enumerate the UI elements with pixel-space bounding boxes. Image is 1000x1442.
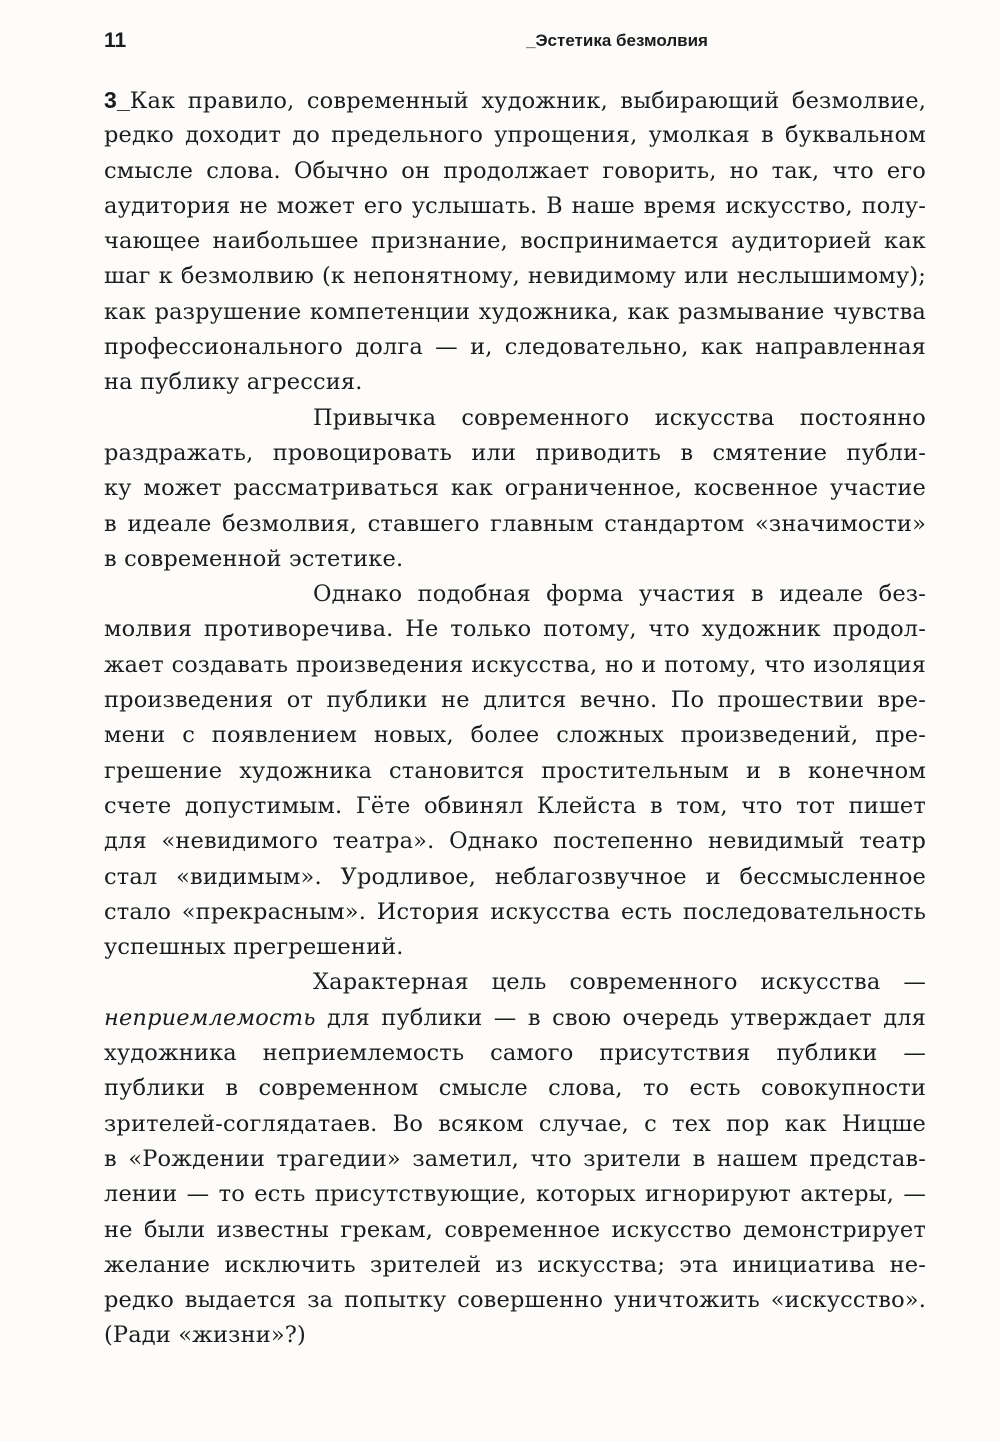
text-line: как разрушение компетенции художника, как размывание чувства — [104, 298, 926, 325]
text-line: произведения от публики не длится вечно. По прошествии вре- — [104, 687, 926, 714]
text-line: Однако подобная форма участия в идеале без- — [313, 581, 926, 608]
text-line: счете допустимым. Гёте обвинял Клейста в том, что тот пишет — [104, 792, 926, 819]
text-line: в «Рождении трагедии» заметил, что зрители в нашем представ- — [104, 1145, 926, 1172]
text-line: на публику агрессия. — [104, 369, 363, 396]
body-text — [104, 83, 926, 1354]
text-line: раздражать, провоцировать или приводить в смятение публи- — [104, 439, 926, 466]
text-line: аудитория не может его услышать. В наше время искусство, полу- — [104, 192, 926, 219]
text-line: стало «прекрасным». История искусства есть последовательность — [104, 898, 926, 925]
emphasis-text: неприемлемость — [104, 1004, 316, 1031]
text-line: в современной эстетике. — [104, 545, 404, 572]
text-line: не были известны грекам, современное искусство демонстрирует — [104, 1216, 926, 1243]
text-line: чающее наибольшее признание, воспринимается аудиторией как — [104, 228, 926, 255]
paragraph-4 — [104, 965, 926, 1353]
text-line: шаг к безмолвию (к непонятному, невидимому или неслышимому); — [104, 263, 926, 290]
text-line: редко выдается за попытку совершенно уничтожить «искусство». — [104, 1287, 926, 1314]
text-line: 3_Как правило, современный художник, выбирающий безмолвие, — [104, 87, 926, 114]
text-line: стал «видимым». Уродливое, неблагозвучное и бессмысленное — [104, 863, 926, 890]
text-line: желание исключить зрителей из искусства; эта инициатива не- — [104, 1251, 926, 1278]
text-line: мени с появлением новых, более сложных произведений, пре- — [104, 722, 926, 749]
text-line: (Ради «жизни»?) — [104, 1322, 306, 1349]
paragraph-1 — [104, 83, 926, 401]
text-line: неприемлемость для публики — в свою очередь утверждает для — [104, 1004, 926, 1031]
text-line: Характерная цель современного искусства — — [313, 969, 926, 996]
text-line: Привычка современного искусства постоянно — [313, 404, 926, 431]
text-line: ку может рассматриваться как ограниченное, косвенное участие — [104, 475, 926, 502]
text-line: грешение художника становится простительным и в конечном — [104, 757, 926, 784]
text-line: профессионального долга — и, следовательно, как направленная — [104, 334, 926, 361]
section-number: 3_ — [104, 87, 130, 113]
text-line: смысле слова. Обычно он продолжает говорить, но так, что его — [104, 157, 926, 184]
text-line: лении — то есть присутствующие, которых игнорируют актеры, — — [104, 1181, 926, 1208]
text-line: для «невидимого театра». Однако постепенно невидимый театр — [104, 828, 926, 855]
text-line: успешных прегрешений. — [104, 934, 404, 961]
text-line: жает создавать произведения искусства, но и потому, что изоляция — [104, 651, 926, 678]
text-line: редко доходит до предельного упрощения, умолкая в буквальном — [104, 122, 926, 149]
paragraph-2 — [104, 401, 926, 577]
page-number: 11 — [104, 29, 127, 52]
running-head: _Эстетика безмолвия — [526, 31, 708, 50]
text-line: молвия противоречива. Не только потому, что художник продол- — [104, 616, 926, 643]
text-line: художника неприемлемость самого присутствия публики — — [104, 1040, 926, 1067]
text-line: в идеале безмолвия, ставшего главным стандартом «значимости» — [104, 510, 926, 537]
text-line: зрителей-соглядатаев. Во всяком случае, с тех пор как Ницше — [104, 1110, 926, 1137]
paragraph-3 — [104, 577, 926, 965]
text-line: публики в современном смысле слова, то есть совокупности — [104, 1075, 926, 1102]
page-header — [0, 28, 1000, 54]
